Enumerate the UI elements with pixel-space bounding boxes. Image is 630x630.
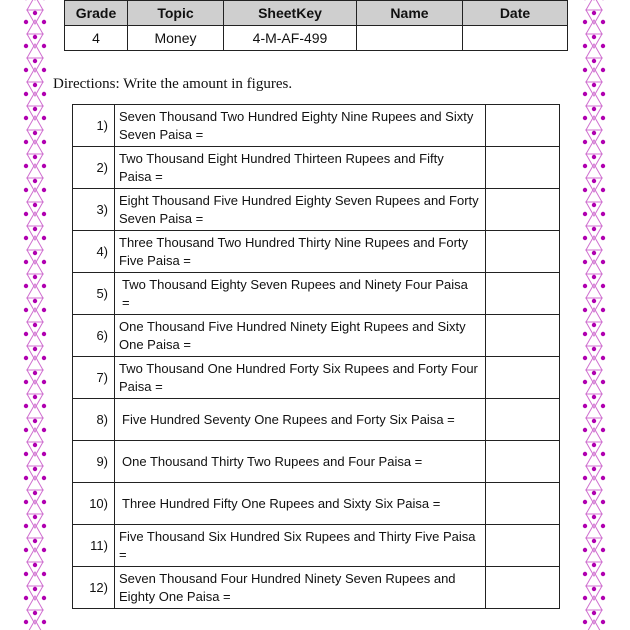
- grade-header: Grade: [65, 1, 128, 26]
- question-number: 2): [73, 147, 115, 189]
- question-text: Two Thousand Eighty Seven Rupees and Ninety Four Paisa =: [115, 273, 486, 315]
- question-number: 12): [73, 567, 115, 609]
- question-number: 11): [73, 525, 115, 567]
- question-row: [73, 189, 560, 231]
- answer-box[interactable]: [486, 399, 560, 441]
- question-row: [73, 567, 560, 609]
- name-header: Name: [357, 1, 463, 26]
- answer-box[interactable]: [486, 483, 560, 525]
- left-decorative-border: [22, 0, 50, 630]
- question-number: 5): [73, 273, 115, 315]
- answer-box[interactable]: [486, 189, 560, 231]
- question-text: One Thousand Thirty Two Rupees and Four Paisa =: [115, 441, 486, 483]
- name-field[interactable]: [357, 26, 463, 51]
- question-number: 6): [73, 315, 115, 357]
- question-number: 4): [73, 231, 115, 273]
- question-row: [73, 525, 560, 567]
- answer-box[interactable]: [486, 231, 560, 273]
- question-text: Seven Thousand Four Hundred Ninety Seven Rupees and Eighty One Paisa =: [115, 567, 486, 609]
- date-header: Date: [463, 1, 568, 26]
- triangle-dot-pattern: [22, 0, 50, 630]
- question-number: 7): [73, 357, 115, 399]
- info-header-row: [65, 1, 568, 26]
- question-number: 3): [73, 189, 115, 231]
- answer-box[interactable]: [486, 525, 560, 567]
- question-row: [73, 399, 560, 441]
- date-field[interactable]: [463, 26, 568, 51]
- question-row: [73, 357, 560, 399]
- question-number: 10): [73, 483, 115, 525]
- question-table: [72, 104, 560, 609]
- question-text: Five Thousand Six Hundred Six Rupees and Thirty Five Paisa =: [115, 525, 486, 567]
- answer-box[interactable]: [486, 315, 560, 357]
- sheetkey-value: 4-M-AF-499: [224, 26, 357, 51]
- question-row: [73, 231, 560, 273]
- question-text: Seven Thousand Two Hundred Eighty Nine Rupees and Sixty Seven Paisa =: [115, 105, 486, 147]
- answer-box[interactable]: [486, 567, 560, 609]
- question-row: [73, 483, 560, 525]
- question-text: Two Thousand One Hundred Forty Six Rupees and Forty Four Paisa =: [115, 357, 486, 399]
- triangle-dot-pattern: [581, 0, 609, 630]
- question-text: Three Thousand Two Hundred Thirty Nine Rupees and Forty Five Paisa =: [115, 231, 486, 273]
- info-value-row: [65, 26, 568, 51]
- question-text: Two Thousand Eight Hundred Thirteen Rupees and Fifty Paisa =: [115, 147, 486, 189]
- question-row: [73, 315, 560, 357]
- answer-box[interactable]: [486, 105, 560, 147]
- grade-value: 4: [65, 26, 128, 51]
- topic-value: Money: [128, 26, 224, 51]
- question-text: Eight Thousand Five Hundred Eighty Seven Rupees and Forty Seven Paisa =: [115, 189, 486, 231]
- right-decorative-border: [581, 0, 609, 630]
- question-row: [73, 147, 560, 189]
- question-number: 8): [73, 399, 115, 441]
- directions-text: Directions: Write the amount in figures.: [53, 76, 293, 92]
- topic-header: Topic: [128, 1, 224, 26]
- question-row: [73, 105, 560, 147]
- question-text: Five Hundred Seventy One Rupees and Forty Six Paisa =: [115, 399, 486, 441]
- worksheet-info-table: [64, 0, 568, 51]
- question-text: Three Hundred Fifty One Rupees and Sixty Six Paisa =: [115, 483, 486, 525]
- answer-box[interactable]: [486, 273, 560, 315]
- answer-box[interactable]: [486, 357, 560, 399]
- question-number: 1): [73, 105, 115, 147]
- question-row: [73, 273, 560, 315]
- answer-box[interactable]: [486, 441, 560, 483]
- answer-box[interactable]: [486, 147, 560, 189]
- question-row: [73, 441, 560, 483]
- sheetkey-header: SheetKey: [224, 1, 357, 26]
- question-number: 9): [73, 441, 115, 483]
- question-text: One Thousand Five Hundred Ninety Eight Rupees and Sixty One Paisa =: [115, 315, 486, 357]
